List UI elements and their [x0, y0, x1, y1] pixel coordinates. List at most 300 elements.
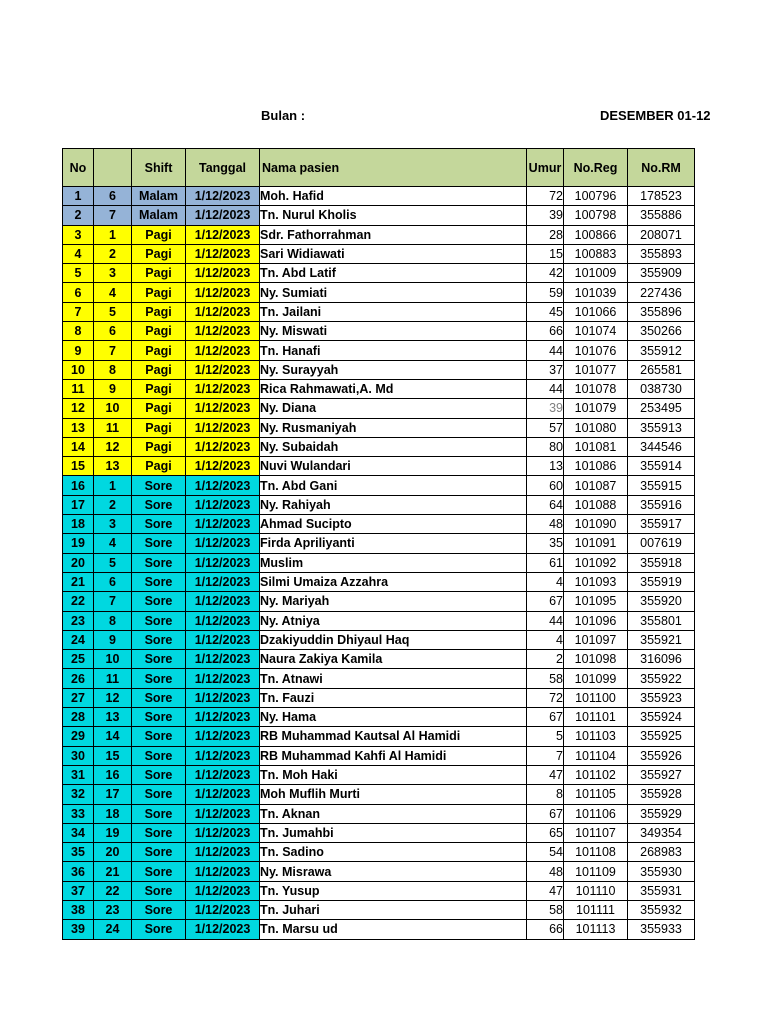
cell-umur[interactable]: 61: [527, 553, 564, 572]
cell-sub[interactable]: 18: [94, 804, 132, 823]
cell-noreg[interactable]: 101039: [564, 283, 628, 302]
cell-shift[interactable]: Sore: [132, 785, 186, 804]
cell-sub[interactable]: 19: [94, 823, 132, 842]
cell-shift[interactable]: Sore: [132, 650, 186, 669]
cell-norm[interactable]: 316096: [628, 650, 695, 669]
cell-nama[interactable]: Tn. Yusup: [260, 881, 527, 900]
cell-norm[interactable]: 355913: [628, 418, 695, 437]
cell-noreg[interactable]: 101086: [564, 457, 628, 476]
cell-tanggal[interactable]: 1/12/2023: [186, 804, 260, 823]
cell-tanggal[interactable]: 1/12/2023: [186, 650, 260, 669]
col-header-umur[interactable]: Umur: [527, 149, 564, 187]
cell-no[interactable]: 15: [63, 457, 94, 476]
col-header-no[interactable]: No: [63, 149, 94, 187]
cell-tanggal[interactable]: 1/12/2023: [186, 708, 260, 727]
cell-no[interactable]: 23: [63, 611, 94, 630]
cell-umur[interactable]: 4: [527, 572, 564, 591]
cell-norm[interactable]: 355920: [628, 592, 695, 611]
cell-norm[interactable]: 253495: [628, 399, 695, 418]
cell-no[interactable]: 26: [63, 669, 94, 688]
cell-umur[interactable]: 57: [527, 418, 564, 437]
cell-norm[interactable]: 355886: [628, 206, 695, 225]
cell-tanggal[interactable]: 1/12/2023: [186, 881, 260, 900]
cell-noreg[interactable]: 101077: [564, 360, 628, 379]
cell-tanggal[interactable]: 1/12/2023: [186, 534, 260, 553]
cell-sub[interactable]: 5: [94, 553, 132, 572]
cell-noreg[interactable]: 101078: [564, 379, 628, 398]
cell-nama[interactable]: Ny. Surayyah: [260, 360, 527, 379]
cell-noreg[interactable]: 101074: [564, 322, 628, 341]
cell-noreg[interactable]: 101088: [564, 495, 628, 514]
cell-umur[interactable]: 67: [527, 592, 564, 611]
cell-no[interactable]: 4: [63, 244, 94, 263]
cell-sub[interactable]: 11: [94, 669, 132, 688]
cell-shift[interactable]: Pagi: [132, 225, 186, 244]
cell-nama[interactable]: Ahmad Sucipto: [260, 515, 527, 534]
cell-noreg[interactable]: 100883: [564, 244, 628, 263]
cell-umur[interactable]: 28: [527, 225, 564, 244]
cell-tanggal[interactable]: 1/12/2023: [186, 264, 260, 283]
cell-umur[interactable]: 4: [527, 630, 564, 649]
cell-noreg[interactable]: 100796: [564, 187, 628, 206]
cell-sub[interactable]: 21: [94, 862, 132, 881]
cell-no[interactable]: 17: [63, 495, 94, 514]
cell-norm[interactable]: 355918: [628, 553, 695, 572]
cell-tanggal[interactable]: 1/12/2023: [186, 630, 260, 649]
cell-shift[interactable]: Sore: [132, 572, 186, 591]
cell-umur[interactable]: 5: [527, 727, 564, 746]
cell-sub[interactable]: 3: [94, 515, 132, 534]
cell-norm[interactable]: 007619: [628, 534, 695, 553]
cell-nama[interactable]: Ny. Hama: [260, 708, 527, 727]
cell-tanggal[interactable]: 1/12/2023: [186, 360, 260, 379]
cell-sub[interactable]: 3: [94, 264, 132, 283]
cell-noreg[interactable]: 101097: [564, 630, 628, 649]
cell-no[interactable]: 18: [63, 515, 94, 534]
cell-tanggal[interactable]: 1/12/2023: [186, 592, 260, 611]
cell-shift[interactable]: Sore: [132, 920, 186, 939]
col-header-sub[interactable]: [94, 149, 132, 187]
cell-noreg[interactable]: 101107: [564, 823, 628, 842]
cell-shift[interactable]: Sore: [132, 534, 186, 553]
cell-nama[interactable]: Firda Apriliyanti: [260, 534, 527, 553]
cell-norm[interactable]: 265581: [628, 360, 695, 379]
cell-shift[interactable]: Sore: [132, 515, 186, 534]
cell-nama[interactable]: Tn. Atnawi: [260, 669, 527, 688]
cell-noreg[interactable]: 101079: [564, 399, 628, 418]
cell-norm[interactable]: 178523: [628, 187, 695, 206]
cell-shift[interactable]: Pagi: [132, 322, 186, 341]
cell-tanggal[interactable]: 1/12/2023: [186, 418, 260, 437]
cell-noreg[interactable]: 101076: [564, 341, 628, 360]
cell-norm[interactable]: 355921: [628, 630, 695, 649]
cell-tanggal[interactable]: 1/12/2023: [186, 611, 260, 630]
cell-umur[interactable]: 13: [527, 457, 564, 476]
cell-tanggal[interactable]: 1/12/2023: [186, 900, 260, 919]
cell-no[interactable]: 31: [63, 765, 94, 784]
cell-nama[interactable]: Ny. Rusmaniyah: [260, 418, 527, 437]
cell-umur[interactable]: 47: [527, 881, 564, 900]
cell-nama[interactable]: Ny. Misrawa: [260, 862, 527, 881]
cell-shift[interactable]: Sore: [132, 708, 186, 727]
cell-norm[interactable]: 038730: [628, 379, 695, 398]
cell-noreg[interactable]: 101096: [564, 611, 628, 630]
cell-shift[interactable]: Pagi: [132, 418, 186, 437]
cell-norm[interactable]: 355917: [628, 515, 695, 534]
cell-umur[interactable]: 2: [527, 650, 564, 669]
cell-nama[interactable]: Ny. Sumiati: [260, 283, 527, 302]
cell-norm[interactable]: 355915: [628, 476, 695, 495]
cell-shift[interactable]: Pagi: [132, 437, 186, 456]
cell-nama[interactable]: RB Muhammad Kahfi Al Hamidi: [260, 746, 527, 765]
cell-tanggal[interactable]: 1/12/2023: [186, 843, 260, 862]
cell-no[interactable]: 6: [63, 283, 94, 302]
cell-shift[interactable]: Pagi: [132, 283, 186, 302]
cell-noreg[interactable]: 100798: [564, 206, 628, 225]
cell-umur[interactable]: 80: [527, 437, 564, 456]
cell-no[interactable]: 33: [63, 804, 94, 823]
cell-norm[interactable]: 355932: [628, 900, 695, 919]
cell-tanggal[interactable]: 1/12/2023: [186, 399, 260, 418]
cell-no[interactable]: 24: [63, 630, 94, 649]
cell-no[interactable]: 9: [63, 341, 94, 360]
cell-noreg[interactable]: 101102: [564, 765, 628, 784]
cell-tanggal[interactable]: 1/12/2023: [186, 244, 260, 263]
cell-shift[interactable]: Pagi: [132, 457, 186, 476]
cell-umur[interactable]: 72: [527, 187, 564, 206]
cell-tanggal[interactable]: 1/12/2023: [186, 862, 260, 881]
cell-noreg[interactable]: 101080: [564, 418, 628, 437]
cell-umur[interactable]: 66: [527, 920, 564, 939]
cell-shift[interactable]: Sore: [132, 495, 186, 514]
cell-sub[interactable]: 6: [94, 572, 132, 591]
cell-tanggal[interactable]: 1/12/2023: [186, 785, 260, 804]
cell-sub[interactable]: 10: [94, 399, 132, 418]
cell-tanggal[interactable]: 1/12/2023: [186, 495, 260, 514]
cell-nama[interactable]: Tn. Abd Latif: [260, 264, 527, 283]
cell-sub[interactable]: 20: [94, 843, 132, 862]
cell-norm[interactable]: 268983: [628, 843, 695, 862]
cell-tanggal[interactable]: 1/12/2023: [186, 669, 260, 688]
cell-no[interactable]: 8: [63, 322, 94, 341]
cell-no[interactable]: 37: [63, 881, 94, 900]
cell-sub[interactable]: 1: [94, 476, 132, 495]
cell-no[interactable]: 36: [63, 862, 94, 881]
cell-sub[interactable]: 8: [94, 360, 132, 379]
cell-nama[interactable]: Tn. Fauzi: [260, 688, 527, 707]
cell-nama[interactable]: Tn. Nurul Kholis: [260, 206, 527, 225]
col-header-nama[interactable]: Nama pasien: [260, 149, 527, 187]
cell-norm[interactable]: 355893: [628, 244, 695, 263]
cell-sub[interactable]: 10: [94, 650, 132, 669]
cell-nama[interactable]: Moh Muflih Murti: [260, 785, 527, 804]
cell-norm[interactable]: 355931: [628, 881, 695, 900]
cell-no[interactable]: 38: [63, 900, 94, 919]
cell-nama[interactable]: Nuvi Wulandari: [260, 457, 527, 476]
cell-sub[interactable]: 2: [94, 495, 132, 514]
cell-noreg[interactable]: 101091: [564, 534, 628, 553]
cell-sub[interactable]: 6: [94, 322, 132, 341]
cell-noreg[interactable]: 101099: [564, 669, 628, 688]
cell-noreg[interactable]: 101103: [564, 727, 628, 746]
cell-tanggal[interactable]: 1/12/2023: [186, 206, 260, 225]
cell-shift[interactable]: Pagi: [132, 379, 186, 398]
cell-nama[interactable]: Tn. Juhari: [260, 900, 527, 919]
cell-norm[interactable]: 355926: [628, 746, 695, 765]
cell-sub[interactable]: 24: [94, 920, 132, 939]
cell-umur[interactable]: 60: [527, 476, 564, 495]
cell-sub[interactable]: 4: [94, 534, 132, 553]
cell-sub[interactable]: 17: [94, 785, 132, 804]
cell-nama[interactable]: Sdr. Fathorrahman: [260, 225, 527, 244]
cell-norm[interactable]: 355896: [628, 302, 695, 321]
cell-umur[interactable]: 48: [527, 515, 564, 534]
cell-noreg[interactable]: 101109: [564, 862, 628, 881]
cell-no[interactable]: 12: [63, 399, 94, 418]
cell-shift[interactable]: Sore: [132, 727, 186, 746]
cell-no[interactable]: 13: [63, 418, 94, 437]
col-header-tanggal[interactable]: Tanggal: [186, 149, 260, 187]
cell-norm[interactable]: 355933: [628, 920, 695, 939]
cell-shift[interactable]: Sore: [132, 843, 186, 862]
cell-umur[interactable]: 48: [527, 862, 564, 881]
cell-norm[interactable]: 208071: [628, 225, 695, 244]
cell-nama[interactable]: Tn. Sadino: [260, 843, 527, 862]
cell-umur[interactable]: 42: [527, 264, 564, 283]
cell-no[interactable]: 20: [63, 553, 94, 572]
cell-nama[interactable]: RB Muhammad Kautsal Al Hamidi: [260, 727, 527, 746]
cell-no[interactable]: 1: [63, 187, 94, 206]
cell-noreg[interactable]: 101009: [564, 264, 628, 283]
cell-shift[interactable]: Sore: [132, 881, 186, 900]
cell-norm[interactable]: 355912: [628, 341, 695, 360]
cell-nama[interactable]: Naura Zakiya Kamila: [260, 650, 527, 669]
cell-nama[interactable]: Tn. Moh Haki: [260, 765, 527, 784]
cell-sub[interactable]: 5: [94, 302, 132, 321]
cell-no[interactable]: 10: [63, 360, 94, 379]
cell-tanggal[interactable]: 1/12/2023: [186, 302, 260, 321]
cell-tanggal[interactable]: 1/12/2023: [186, 572, 260, 591]
cell-norm[interactable]: 355928: [628, 785, 695, 804]
cell-norm[interactable]: 355919: [628, 572, 695, 591]
cell-noreg[interactable]: 100866: [564, 225, 628, 244]
cell-umur[interactable]: 45: [527, 302, 564, 321]
cell-umur[interactable]: 44: [527, 611, 564, 630]
cell-tanggal[interactable]: 1/12/2023: [186, 727, 260, 746]
cell-nama[interactable]: Ny. Atniya: [260, 611, 527, 630]
cell-nama[interactable]: Tn. Jumahbi: [260, 823, 527, 842]
cell-noreg[interactable]: 101098: [564, 650, 628, 669]
cell-sub[interactable]: 2: [94, 244, 132, 263]
cell-norm[interactable]: 355909: [628, 264, 695, 283]
cell-no[interactable]: 39: [63, 920, 94, 939]
cell-tanggal[interactable]: 1/12/2023: [186, 515, 260, 534]
cell-no[interactable]: 27: [63, 688, 94, 707]
cell-norm[interactable]: 350266: [628, 322, 695, 341]
cell-umur[interactable]: 39: [527, 206, 564, 225]
cell-no[interactable]: 16: [63, 476, 94, 495]
cell-nama[interactable]: Tn. Abd Gani: [260, 476, 527, 495]
cell-shift[interactable]: Sore: [132, 862, 186, 881]
cell-umur[interactable]: 7: [527, 746, 564, 765]
cell-noreg[interactable]: 101113: [564, 920, 628, 939]
cell-noreg[interactable]: 101105: [564, 785, 628, 804]
cell-sub[interactable]: 11: [94, 418, 132, 437]
cell-tanggal[interactable]: 1/12/2023: [186, 341, 260, 360]
cell-nama[interactable]: Sari Widiawati: [260, 244, 527, 263]
cell-sub[interactable]: 9: [94, 379, 132, 398]
cell-shift[interactable]: Sore: [132, 630, 186, 649]
cell-umur[interactable]: 59: [527, 283, 564, 302]
cell-shift[interactable]: Malam: [132, 206, 186, 225]
cell-shift[interactable]: Sore: [132, 765, 186, 784]
cell-umur[interactable]: 47: [527, 765, 564, 784]
cell-shift[interactable]: Sore: [132, 611, 186, 630]
cell-nama[interactable]: Ny. Mariyah: [260, 592, 527, 611]
cell-no[interactable]: 14: [63, 437, 94, 456]
cell-noreg[interactable]: 101106: [564, 804, 628, 823]
cell-tanggal[interactable]: 1/12/2023: [186, 187, 260, 206]
cell-shift[interactable]: Sore: [132, 553, 186, 572]
cell-nama[interactable]: Moh. Hafid: [260, 187, 527, 206]
cell-shift[interactable]: Pagi: [132, 244, 186, 263]
cell-nama[interactable]: Tn. Hanafi: [260, 341, 527, 360]
cell-norm[interactable]: 355923: [628, 688, 695, 707]
cell-noreg[interactable]: 101111: [564, 900, 628, 919]
cell-shift[interactable]: Sore: [132, 804, 186, 823]
cell-sub[interactable]: 16: [94, 765, 132, 784]
cell-no[interactable]: 29: [63, 727, 94, 746]
cell-tanggal[interactable]: 1/12/2023: [186, 322, 260, 341]
cell-tanggal[interactable]: 1/12/2023: [186, 379, 260, 398]
cell-sub[interactable]: 1: [94, 225, 132, 244]
cell-noreg[interactable]: 101095: [564, 592, 628, 611]
cell-umur[interactable]: 8: [527, 785, 564, 804]
cell-sub[interactable]: 12: [94, 688, 132, 707]
cell-norm[interactable]: 355927: [628, 765, 695, 784]
cell-no[interactable]: 30: [63, 746, 94, 765]
col-header-shift[interactable]: Shift: [132, 149, 186, 187]
cell-umur[interactable]: 64: [527, 495, 564, 514]
cell-noreg[interactable]: 101101: [564, 708, 628, 727]
cell-sub[interactable]: 13: [94, 708, 132, 727]
cell-norm[interactable]: 355925: [628, 727, 695, 746]
cell-norm[interactable]: 349354: [628, 823, 695, 842]
cell-no[interactable]: 3: [63, 225, 94, 244]
cell-nama[interactable]: Tn. Marsu ud: [260, 920, 527, 939]
cell-sub[interactable]: 9: [94, 630, 132, 649]
cell-tanggal[interactable]: 1/12/2023: [186, 688, 260, 707]
col-header-norm[interactable]: No.RM: [628, 149, 695, 187]
cell-sub[interactable]: 13: [94, 457, 132, 476]
cell-no[interactable]: 19: [63, 534, 94, 553]
cell-no[interactable]: 7: [63, 302, 94, 321]
cell-sub[interactable]: 7: [94, 341, 132, 360]
cell-sub[interactable]: 7: [94, 206, 132, 225]
cell-no[interactable]: 21: [63, 572, 94, 591]
cell-nama[interactable]: Ny. Miswati: [260, 322, 527, 341]
cell-umur[interactable]: 39: [527, 399, 564, 418]
cell-tanggal[interactable]: 1/12/2023: [186, 823, 260, 842]
cell-norm[interactable]: 355929: [628, 804, 695, 823]
cell-no[interactable]: 32: [63, 785, 94, 804]
cell-noreg[interactable]: 101108: [564, 843, 628, 862]
cell-shift[interactable]: Pagi: [132, 341, 186, 360]
cell-noreg[interactable]: 101087: [564, 476, 628, 495]
cell-sub[interactable]: 23: [94, 900, 132, 919]
cell-umur[interactable]: 54: [527, 843, 564, 862]
cell-nama[interactable]: Tn. Jailani: [260, 302, 527, 321]
cell-norm[interactable]: 355930: [628, 862, 695, 881]
cell-noreg[interactable]: 101104: [564, 746, 628, 765]
cell-umur[interactable]: 66: [527, 322, 564, 341]
cell-shift[interactable]: Pagi: [132, 360, 186, 379]
cell-umur[interactable]: 67: [527, 804, 564, 823]
cell-norm[interactable]: 355922: [628, 669, 695, 688]
cell-tanggal[interactable]: 1/12/2023: [186, 553, 260, 572]
cell-nama[interactable]: Rica Rahmawati,A. Md: [260, 379, 527, 398]
cell-no[interactable]: 34: [63, 823, 94, 842]
cell-noreg[interactable]: 101090: [564, 515, 628, 534]
cell-sub[interactable]: 7: [94, 592, 132, 611]
cell-umur[interactable]: 44: [527, 341, 564, 360]
cell-shift[interactable]: Sore: [132, 823, 186, 842]
cell-sub[interactable]: 22: [94, 881, 132, 900]
cell-nama[interactable]: Ny. Diana: [260, 399, 527, 418]
cell-noreg[interactable]: 101092: [564, 553, 628, 572]
cell-no[interactable]: 11: [63, 379, 94, 398]
cell-no[interactable]: 28: [63, 708, 94, 727]
cell-nama[interactable]: Dzakiyuddin Dhiyaul Haq: [260, 630, 527, 649]
cell-shift[interactable]: Pagi: [132, 264, 186, 283]
cell-sub[interactable]: 6: [94, 187, 132, 206]
cell-shift[interactable]: Sore: [132, 746, 186, 765]
cell-nama[interactable]: Silmi Umaiza Azzahra: [260, 572, 527, 591]
cell-sub[interactable]: 4: [94, 283, 132, 302]
cell-tanggal[interactable]: 1/12/2023: [186, 765, 260, 784]
cell-no[interactable]: 22: [63, 592, 94, 611]
cell-noreg[interactable]: 101100: [564, 688, 628, 707]
cell-umur[interactable]: 67: [527, 708, 564, 727]
cell-shift[interactable]: Pagi: [132, 399, 186, 418]
cell-sub[interactable]: 14: [94, 727, 132, 746]
cell-noreg[interactable]: 101081: [564, 437, 628, 456]
cell-noreg[interactable]: 101066: [564, 302, 628, 321]
cell-no[interactable]: 2: [63, 206, 94, 225]
cell-shift[interactable]: Sore: [132, 688, 186, 707]
cell-shift[interactable]: Sore: [132, 476, 186, 495]
cell-norm[interactable]: 355801: [628, 611, 695, 630]
cell-nama[interactable]: Ny. Rahiyah: [260, 495, 527, 514]
cell-nama[interactable]: Tn. Aknan: [260, 804, 527, 823]
cell-sub[interactable]: 12: [94, 437, 132, 456]
cell-tanggal[interactable]: 1/12/2023: [186, 920, 260, 939]
cell-umur[interactable]: 37: [527, 360, 564, 379]
cell-tanggal[interactable]: 1/12/2023: [186, 746, 260, 765]
cell-shift[interactable]: Malam: [132, 187, 186, 206]
cell-umur[interactable]: 35: [527, 534, 564, 553]
cell-umur[interactable]: 65: [527, 823, 564, 842]
cell-norm[interactable]: 355916: [628, 495, 695, 514]
cell-no[interactable]: 5: [63, 264, 94, 283]
cell-norm[interactable]: 355914: [628, 457, 695, 476]
cell-noreg[interactable]: 101093: [564, 572, 628, 591]
cell-sub[interactable]: 15: [94, 746, 132, 765]
cell-tanggal[interactable]: 1/12/2023: [186, 457, 260, 476]
cell-norm[interactable]: 227436: [628, 283, 695, 302]
cell-umur[interactable]: 58: [527, 669, 564, 688]
cell-shift[interactable]: Sore: [132, 592, 186, 611]
